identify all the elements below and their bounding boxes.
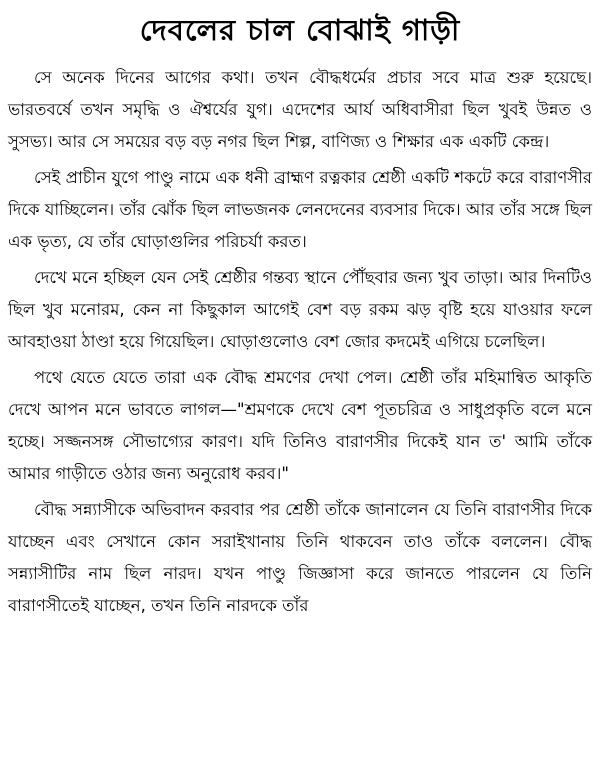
paragraph-4: পথে যেতে যেতে তারা এক বৌদ্ধ শ্রমণের দেখা পেল। শ্রেষ্ঠী তাঁর মহিমান্বিত আকৃতি দেখে আপন মনে ভাবতে লাগল—"শ্রমণকে দেখে বেশ পূতচরিত্র ও সাধুপ্রকৃতি বলে মনে হচ্ছে। সজ্জনসঙ্গ সৌভাগ্যের কারণ। যদি তিনিও বারাণসীর দিকেই যান ত' আমি তাঁকে আমার গাড়ীতে ওঠার জন্য অনুরোধ করব।" (8, 368, 592, 483)
paragraph-1: সে অনেক দিনের আগের কথা। তখন বৌদ্ধধর্মের প্রচার সবে মাত্র শুরু হয়েছে। ভারতবর্ষে তখন সমৃদ্ধি ও ঐশ্বর্যের যুগ। এদেশের আর্য অধিবাসীরা ছিল খুবই উন্নত ও সুসভ্য। আর সে সময়ের বড় বড় নগর ছিল শিল্প, বাণিজ্য ও শিক্ষার এক একটি কেন্দ্র। (8, 68, 592, 151)
paragraph-5: বৌদ্ধ সন্ন্যাসীকে অভিবাদন করবার পর শ্রেষ্ঠী তাঁকে জানালেন যে তিনি বারাণসীর দিকে যাচ্ছেন এবং সেখানে কোন সরাইখানায় তিনি থাকবেন তাও তাঁকে বললেন। বৌদ্ধ সন্ন্যাসীটির নাম ছিল নারদ। যখন পাণ্ডু জিজ্ঞাসা করে জানতে পারলেন যে তিনি বারাণসীতেই যাচ্ছেন, তখন তিনি নারদকে তাঁর (8, 500, 592, 615)
story-title: দেবলের চাল বোঝাই গাড়ী (139, 13, 461, 47)
paragraph-3: দেখে মনে হচ্ছিল যেন সেই শ্রেষ্ঠীর গন্তব্য স্থানে পৌঁছবার জন্য খুব তাড়া। আর দিনটিও ছিল খুব মনোরম, কেন না কিছুকাল আগেই বেশ বড় রকম ঝড় বৃষ্টি হয়ে যাওয়ার ফলে আবহাওয়া ঠাণ্ডা হয়ে গিয়েছিল। ঘোড়াগুলোও বেশ জোর কদমেই এগিয়ে চলেছিল। (8, 268, 592, 351)
paragraph-2: সেই প্রাচীন যুগে পাণ্ডু নামে এক ধনী ব্রাহ্মণ রত্নকার শ্রেষ্ঠী একটি শকটে করে বারাণসীর দিকে যাচ্ছিলেন। তাঁর ঝোঁক ছিল লাভজনক লেনদেনের ব্যবসার দিকে। আর তাঁর সঙ্গে ছিল এক ভৃত্য, যে তাঁর ঘোড়াগুলির পরিচর্যা করত। (8, 168, 592, 251)
